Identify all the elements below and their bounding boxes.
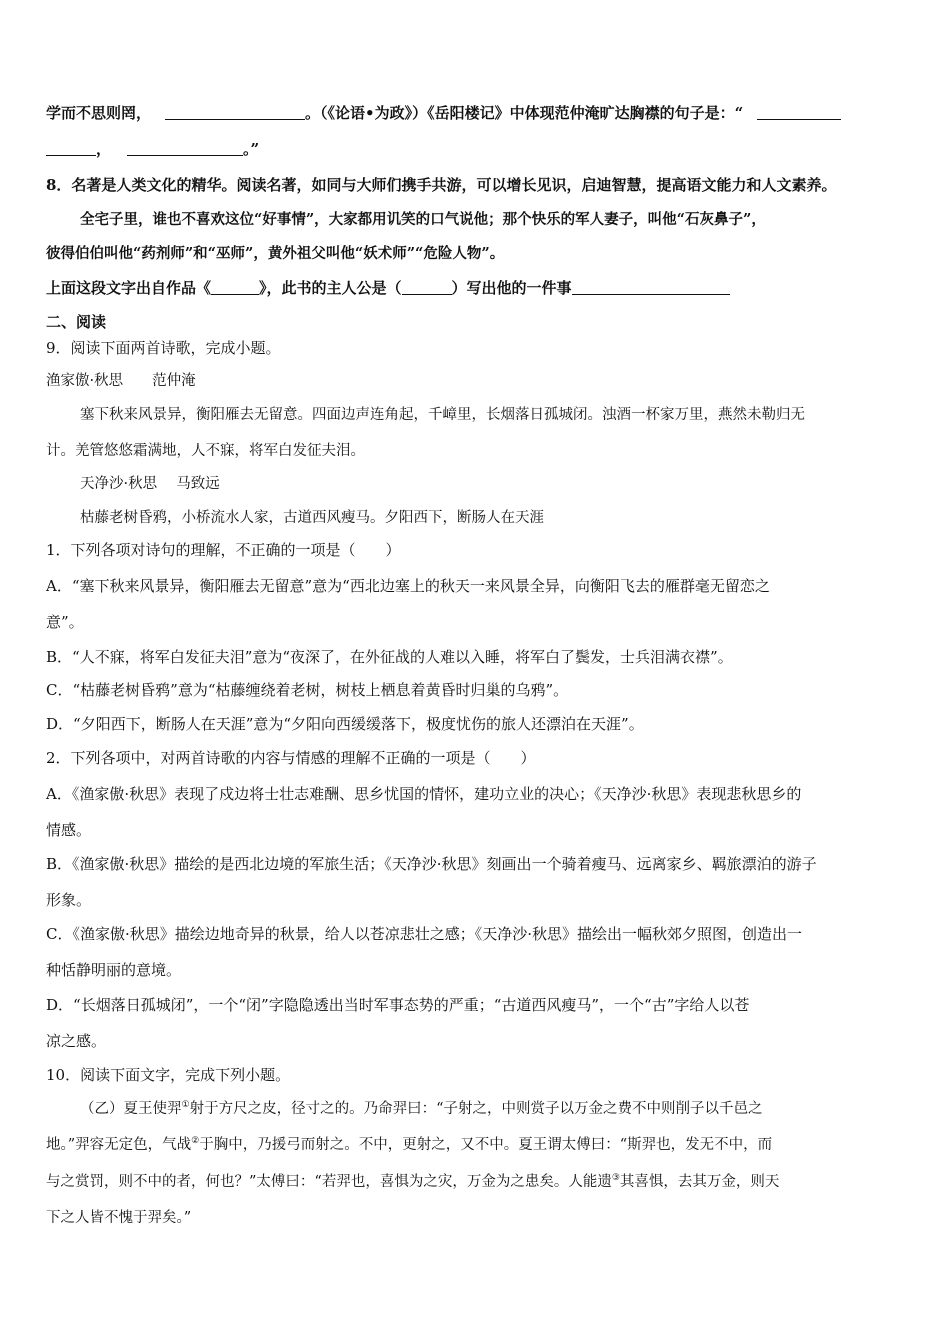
q10-passage-line-3: [46, 1172, 908, 1192]
q8-text: 》，此书的主人公是（: [259, 279, 402, 297]
q9-sub2-option-b-cont: 形象。: [46, 891, 92, 909]
footnote-marker: ③: [611, 1173, 620, 1183]
passage-text: 地。”羿容无定色，气战: [46, 1137, 192, 1153]
answer-blank[interactable]: [572, 278, 730, 295]
answer-blank[interactable]: [211, 278, 259, 295]
q9-sub1-option-c: C．“枯藤老树昏鸦”意为“枯藤缠绕着老树，树枝上栖息着黄昏时归巢的乌鸦”。: [46, 681, 569, 699]
q9-sub2-option-d-cont: 凉之感。: [46, 1032, 107, 1050]
passage-text: 射于方尺之皮，径寸之的。乃命羿曰：“子射之，中则赏子以万金之费不中则削子以千邑之: [189, 1101, 763, 1117]
footnote-marker: ②: [191, 1136, 200, 1146]
answer-blank[interactable]: [46, 139, 96, 156]
q7-text: 。”: [243, 140, 260, 158]
q9-sub1-option-d: D．“夕阳西下，断肠人在天涯”意为“夕阳向西缓缓落下，极度忧伤的旅人还漂泊在天涯”。: [46, 715, 644, 733]
q8-text: ）写出他的一件事: [451, 279, 572, 297]
q9-sub2-option-a: A．《渔家傲·秋思》表现了戍边将士壮志难酬、思乡忧国的情怀，建功立业的决心；《天净沙·秋思》表现悲秋思乡的: [46, 785, 802, 803]
passage-text: （乙）夏王使羿: [80, 1101, 182, 1117]
passage-text: 其喜惧，去其万金，则天: [619, 1174, 780, 1190]
q9-sub2-option-c: C．《渔家傲·秋思》描绘边地奇异的秋景，给人以苍凉悲壮之感；《天净沙·秋思》描绘出一幅秋郊夕照图，创造出一: [46, 925, 803, 943]
poem2-title: 天净沙·秋思 马致远: [80, 476, 220, 492]
q8-question: [46, 278, 908, 298]
q7-line-1: [46, 103, 908, 123]
poem1-line-1: 塞下秋来风景异，衡阳雁去无留意。四面边声连角起，千嶂里，长烟落日孤城闭。浊酒一杯家万里，燕然未勒归无: [80, 407, 805, 423]
q9-sub2-option-b: B．《渔家傲·秋思》描绘的是西北边境的军旅生活；《天净沙·秋思》刻画出一个骑着瘦马、远离家乡、羁旅漂泊的游子: [46, 855, 817, 873]
q9-sub1-stem: 1．下列各项对诗句的理解，不正确的一项是（ ）: [46, 541, 401, 559]
answer-blank[interactable]: [127, 139, 243, 156]
q8-excerpt-line-1: 全宅子里，谁也不喜欢这位“好事情”，大家都用讥笑的口气说他；那个快乐的军人妻子，叫他“石灰鼻子”，: [80, 211, 766, 228]
q9-sub2-option-c-cont: 种恬静明丽的意境。: [46, 961, 182, 979]
q9-sub2-stem: 2．下列各项中，对两首诗歌的内容与情感的理解不正确的一项是（ ）: [46, 749, 536, 767]
q8-stem: 8．名著是人类文化的精华。阅读名著，如同与大师们携手共游，可以增长见识，启迪智慧，提高语文能力和人文素养。: [46, 176, 837, 194]
passage-text: 与之赏罚，则不中的者，何也？”太傅曰：“若羿也，喜惧为之灾，万金为之患矣。人能遗: [46, 1174, 612, 1190]
poem1-line-2: 计。羌管悠悠霜满地，人不寐，将军白发征夫泪。: [46, 443, 365, 459]
q10-passage-line-2: [46, 1135, 908, 1155]
q7-text: 。（《论语•为政》）《岳阳楼记》中体现范仲淹旷达胸襟的句子是：“: [305, 104, 744, 122]
q9-sub1-option-a-cont: 意”。: [46, 613, 84, 631]
q8-excerpt-line-2: 彼得伯伯叫他“药剂师”和“巫师”，黄外祖父叫他“妖术师”“危险人物”。: [46, 245, 505, 262]
poem1-title: 渔家傲·秋思 范仲淹: [46, 373, 196, 389]
q9-sub2-option-d: D．“长烟落日孤城闭”，一个“闭”字隐隐透出当时军事态势的严重；“古道西风瘦马”，一个“古”字给人以苍: [46, 996, 750, 1014]
q9-stem: 9．阅读下面两首诗歌，完成小题。: [46, 339, 281, 357]
section-title: 二、阅读: [46, 313, 107, 331]
q7-line-2: [46, 139, 908, 159]
q10-passage-line-1: [80, 1099, 942, 1119]
q9-sub1-option-b: B．“人不寐，将军白发征夫泪”意为“夜深了，在外征战的人难以入睡，将军白了鬓发，士兵泪满衣襟”。: [46, 648, 733, 666]
answer-blank[interactable]: [165, 103, 305, 120]
answer-blank[interactable]: [402, 278, 452, 295]
poem2-line-1: 枯藤老树昏鸦，小桥流水人家，古道西风瘦马。夕阳西下，断肠人在天涯: [80, 510, 544, 526]
q9-sub2-option-a-cont: 情感。: [46, 821, 92, 839]
q8-text: 上面这段文字出自作品《: [46, 279, 212, 297]
q7-text: ，: [96, 140, 112, 158]
footnote-marker: ①: [181, 1100, 190, 1110]
q9-sub1-option-a: A．“塞下秋来风景异，衡阳雁去无留意”意为“西北边塞上的秋天一来风景全异，向衡阳飞去的雁群毫无留恋之: [46, 577, 770, 595]
q7-text: 学而不思则罔，: [46, 104, 152, 122]
passage-text: 于胸中，乃援弓而射之。不中，更射之，又不中。夏王谓太傅曰：“斯羿也，发无不中，而: [199, 1137, 773, 1153]
q10-passage-line-4: 下之人皆不愧于羿矣。”: [46, 1210, 192, 1226]
q10-stem: 10．阅读下面文字，完成下列小题。: [46, 1066, 291, 1084]
answer-blank[interactable]: [757, 103, 841, 120]
